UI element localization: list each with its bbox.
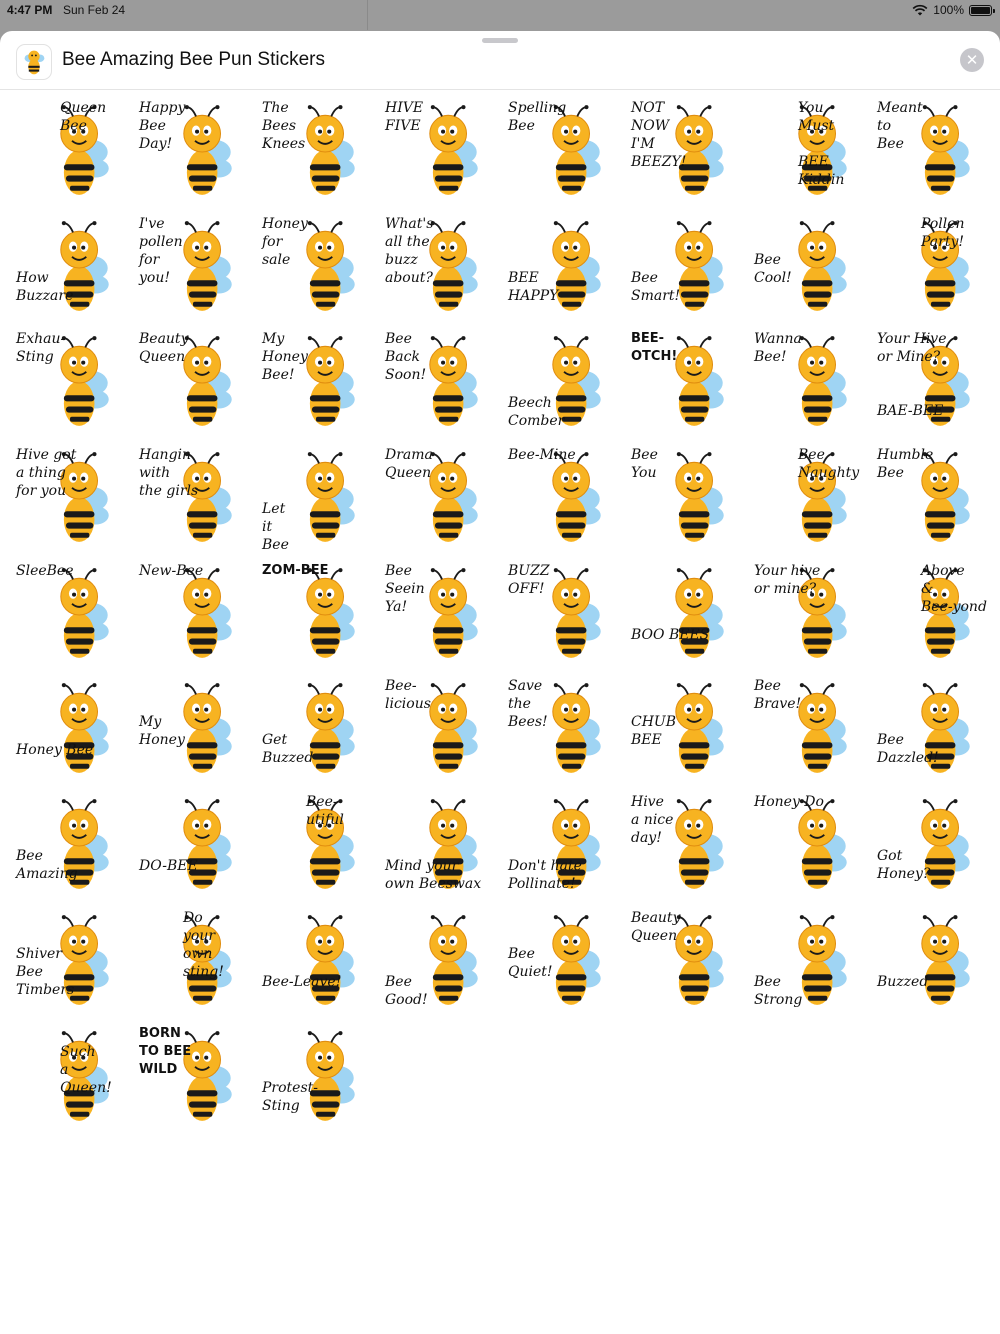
sticker-item[interactable] (133, 671, 255, 787)
battery-icon (969, 5, 992, 16)
sticker-grid (10, 93, 994, 1134)
sticker-caption: Let it Bee (262, 501, 289, 554)
sticker-caption: Don't hate Pollinate! (508, 858, 582, 893)
sticker-caption: My Honey (139, 714, 185, 749)
sticker-item[interactable] (871, 671, 993, 787)
sticker-caption: Bee Back Soon! (385, 331, 427, 384)
sticker-caption: What's all the buzz about? (385, 215, 434, 286)
sticker-item[interactable] (10, 1019, 132, 1135)
sticker-caption: Exhau- Sting (16, 331, 66, 366)
sticker-item[interactable] (748, 671, 870, 787)
sticker-item[interactable] (871, 440, 993, 556)
sticker-item[interactable] (502, 903, 624, 1019)
sticker-item[interactable] (256, 556, 378, 672)
sticker-caption: Honey for sale (262, 215, 308, 268)
sticker-item[interactable] (625, 787, 747, 903)
sheet-header (0, 44, 1000, 90)
sticker-caption: HIVE FIVE (385, 100, 424, 134)
sticker-item[interactable] (871, 556, 993, 672)
status-time: 4:47 PM (7, 3, 53, 17)
sticker-item[interactable] (256, 671, 378, 787)
sticker-item[interactable] (133, 556, 255, 672)
sticker-caption: Beauty Queen (139, 331, 189, 366)
sticker-item[interactable] (871, 903, 993, 1019)
sticker-caption: SleeBee (16, 562, 74, 579)
bee-sticker-icon (20, 677, 122, 779)
sticker-caption: Bee Dazzled! (877, 732, 939, 767)
sticker-item[interactable] (871, 209, 993, 325)
sticker-caption: Above & Bee-yond (921, 562, 987, 615)
sticker-item[interactable] (502, 324, 624, 440)
sticker-caption: Bee Good! (385, 973, 428, 1008)
sticker-item[interactable] (379, 324, 501, 440)
sticker-caption: Protest- Sting (262, 1079, 318, 1114)
sticker-item[interactable] (748, 556, 870, 672)
sticker-item[interactable] (502, 671, 624, 787)
sticker-caption: Hangin with the girls (139, 447, 199, 500)
sticker-item[interactable] (748, 787, 870, 903)
sticker-item[interactable] (379, 209, 501, 325)
sticker-caption: My Honey Bee! (262, 331, 308, 384)
sticker-caption: Bee Quiet! (508, 945, 553, 980)
sticker-caption: Bee-licious (385, 678, 431, 713)
sticker-caption: Spelling Bee (508, 100, 567, 134)
sticker-item[interactable] (256, 1019, 378, 1135)
sticker-caption: Bee Brave! (754, 678, 802, 713)
sticker-item[interactable] (133, 903, 255, 1019)
sticker-item[interactable] (625, 671, 747, 787)
wifi-icon (912, 4, 928, 16)
split-view-divider (367, 0, 368, 30)
sticker-item[interactable] (748, 209, 870, 325)
sticker-caption: Such a Queen! (60, 1043, 112, 1096)
sticker-item[interactable] (502, 209, 624, 325)
sticker-item[interactable] (748, 440, 870, 556)
bee-app-icon (16, 44, 52, 80)
sticker-caption: Got Honey? (877, 848, 931, 883)
sticker-caption: Bee- utiful (306, 794, 344, 829)
sticker-item[interactable] (871, 787, 993, 903)
sticker-caption: Hive a nice day! (631, 794, 674, 847)
sticker-item[interactable] (133, 209, 255, 325)
sticker-item[interactable] (256, 903, 378, 1019)
sticker-caption: Buzzed (877, 973, 929, 990)
sticker-item[interactable] (871, 324, 993, 440)
status-right (912, 3, 992, 17)
sticker-item[interactable] (10, 556, 132, 672)
sticker-item[interactable] (10, 93, 132, 209)
sticker-caption: Bee Amazing (16, 848, 78, 883)
sticker-item[interactable] (256, 787, 378, 903)
sticker-caption: CHUB BEE (631, 714, 677, 749)
sticker-item[interactable] (133, 324, 255, 440)
sticker-caption: BEE-OTCH! (631, 331, 678, 365)
sticker-item[interactable] (502, 787, 624, 903)
sticker-item[interactable] (625, 93, 747, 209)
sticker-item[interactable] (625, 209, 747, 325)
sticker-item[interactable] (10, 209, 132, 325)
header-divider (0, 89, 1000, 90)
sticker-caption: Your hive or mine? (754, 562, 821, 597)
sticker-caption: Do your own sting! (183, 909, 224, 980)
sticker-item[interactable] (748, 903, 870, 1019)
sticker-item[interactable] (625, 556, 747, 672)
sticker-item[interactable] (871, 93, 993, 209)
sticker-item[interactable] (10, 440, 132, 556)
sticker-caption: Beech Comber (508, 395, 565, 430)
sticker-item[interactable] (379, 440, 501, 556)
sticker-item[interactable] (748, 324, 870, 440)
sticker-caption: Bee You (631, 447, 658, 482)
sticker-caption: Humble Bee (877, 447, 934, 482)
sticker-item[interactable] (256, 324, 378, 440)
sticker-item[interactable] (379, 671, 501, 787)
sticker-caption: Beauty Queen (631, 909, 681, 944)
sticker-caption: Bee Naughty (798, 447, 860, 482)
sticker-caption: Bee Smart! (631, 269, 681, 304)
sticker-caption: Bee Seein Ya! (385, 562, 425, 615)
page-title: Bee Amazing Bee Pun Stickers (62, 49, 325, 70)
sticker-item[interactable] (133, 93, 255, 209)
bee-sticker-icon (266, 909, 368, 1011)
sticker-caption: Happy Bee Day! (139, 100, 186, 152)
sticker-caption: You Must BEE Kiddin (798, 100, 845, 188)
sheet-grabber[interactable] (482, 38, 518, 43)
sticker-caption: BORN TO BEE WILD (139, 1025, 192, 1077)
sticker-item[interactable] (379, 787, 501, 903)
sticker-item[interactable] (379, 93, 501, 209)
sticker-caption: Drama Queen (385, 447, 433, 482)
sticker-item[interactable] (10, 903, 132, 1019)
sticker-item[interactable] (10, 671, 132, 787)
sticker-caption: Wanna Bee! (754, 331, 802, 366)
sticker-caption: Bee Cool! (754, 251, 792, 286)
sticker-item[interactable] (256, 440, 378, 556)
sticker-caption: NOT NOW I'M BEEZY! (631, 100, 687, 170)
sticker-caption: BOO BEES (631, 626, 710, 643)
sticker-caption: Mind your own Beeswax (385, 858, 482, 893)
sticker-item[interactable] (133, 787, 255, 903)
sticker-item[interactable] (256, 93, 378, 209)
sticker-caption: Queen Bee (60, 100, 107, 134)
bee-sticker-icon (635, 562, 737, 664)
sticker-caption: BUZZ OFF! (508, 562, 550, 597)
sticker-caption: New-Bee (139, 562, 204, 579)
bee-sticker-icon (881, 909, 983, 1011)
bee-sticker-icon (143, 793, 245, 895)
sticker-item[interactable] (748, 93, 870, 209)
sticker-caption: Honey Bee (16, 742, 94, 759)
sticker-item[interactable] (502, 556, 624, 672)
sticker-caption: Get Buzzed (262, 732, 314, 767)
close-button[interactable] (960, 48, 984, 72)
sticker-caption: The Bees Knees (262, 100, 306, 152)
sticker-caption: I've pollen for you! (139, 215, 183, 286)
sticker-caption: Hive got a thing for you (16, 447, 77, 500)
sticker-sheet (0, 31, 1000, 1334)
sticker-item[interactable] (10, 324, 132, 440)
sticker-caption: Shiver Bee Timbers (16, 945, 75, 998)
sticker-item[interactable] (133, 1019, 255, 1135)
sticker-caption: Bee-Leave! (262, 973, 342, 990)
sticker-item[interactable] (379, 556, 501, 672)
sticker-caption: BEE HAPPY (508, 269, 559, 304)
close-icon: ✕ (965, 51, 979, 69)
sticker-item[interactable] (133, 440, 255, 556)
sticker-caption: Bee-Mine (508, 447, 576, 464)
sticker-caption: ZOM-BEE (262, 562, 329, 578)
sticker-caption: Pollen Party! (921, 215, 965, 250)
sticker-item[interactable] (256, 209, 378, 325)
sticker-item[interactable] (625, 903, 747, 1019)
sticker-caption: Honey Do (754, 794, 824, 811)
sticker-caption: How Buzzare (16, 269, 74, 304)
sticker-item[interactable] (10, 787, 132, 903)
sticker-caption: Your Hive or Mine? BAE-BEE (877, 331, 947, 420)
status-date: Sun Feb 24 (63, 3, 126, 17)
sticker-caption: Meant to Bee (877, 100, 923, 152)
sticker-item[interactable] (625, 324, 747, 440)
sticker-caption: Bee Strong (754, 973, 803, 1008)
sticker-item[interactable] (625, 440, 747, 556)
status-bar (0, 0, 1000, 22)
battery-percent: 100% (933, 3, 964, 17)
sticker-item[interactable] (502, 93, 624, 209)
sticker-caption: Save the Bees! (508, 678, 548, 731)
sticker-caption: DO-BEE (139, 858, 198, 875)
sticker-item[interactable] (379, 903, 501, 1019)
sticker-item[interactable] (502, 440, 624, 556)
